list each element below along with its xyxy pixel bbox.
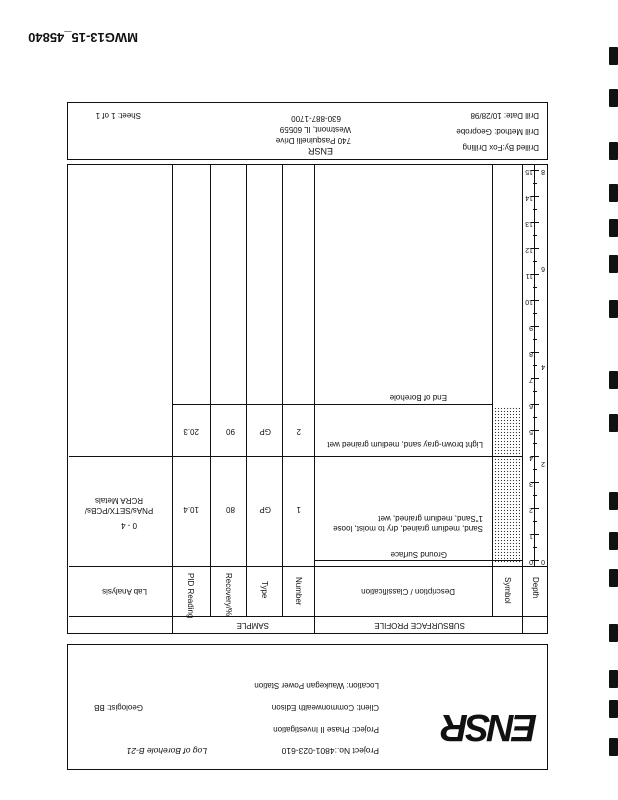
depth-minor-tick (533, 456, 537, 457)
drill-method: Drill Method: Geoprobe (456, 127, 539, 136)
lab-analysis: PNAs/SETX/PCBs/ RCRA Metals (84, 496, 154, 515)
depth-tick-label: 15 (525, 168, 533, 175)
col-type: Type (260, 581, 269, 599)
col-number: Number (294, 577, 303, 606)
depth-minor-tick (533, 222, 537, 223)
depth-tick-label: 11 (525, 272, 533, 279)
depth-minor-tick (533, 235, 537, 236)
group-subsurface: SUBSURFACE PROFILE (374, 621, 465, 630)
group-sample: SAMPLE (236, 621, 269, 630)
depth-minor-tick (533, 261, 537, 262)
footer-box (67, 102, 548, 160)
soil-symbol-sand-2 (494, 407, 521, 455)
depth-major-label: 8 (541, 168, 545, 175)
layer-1-number: 1 (296, 505, 301, 514)
lab-depth: 0 - 4 (120, 521, 137, 530)
depth-tick-label: 5 (529, 428, 533, 435)
depth-minor-tick (533, 417, 537, 418)
depth-tick-label: 2 (529, 506, 533, 513)
depth-tick-label: 4 (529, 454, 533, 461)
layer-2-description: Light brown-gray sand, medium grained wet (327, 440, 483, 449)
address-2: Westmont, IL 60559 (279, 125, 351, 134)
sheet-number: Sheet: 1 of 1 (95, 111, 141, 120)
depth-minor-tick (533, 443, 537, 444)
depth-tick-label: 8 (529, 350, 533, 357)
depth-tick-label: 13 (525, 220, 533, 227)
drill-date: Drill Date: 10/28/98 (470, 111, 539, 120)
depth-minor-tick (533, 378, 537, 379)
col-lab: Lab Analysis (102, 587, 147, 596)
layer-1-recovery: 80 (226, 505, 235, 514)
ground-surface-label: Ground Surface (390, 550, 447, 559)
depth-minor-tick (533, 300, 537, 301)
layer-2-recovery: 90 (226, 427, 235, 436)
depth-tick-label: 9 (529, 324, 533, 331)
depth-minor-tick (533, 326, 537, 327)
ensr-logo (443, 706, 539, 749)
layer-2-number: 2 (296, 427, 301, 436)
depth-major-label: 0 (541, 558, 545, 565)
depth-minor-tick (533, 274, 537, 275)
depth-tick-label: 0 (529, 558, 533, 565)
phone: 630-887-1700 (291, 114, 341, 123)
layer-1-type: GP (259, 505, 271, 514)
depth-tick-label: 10 (525, 298, 533, 305)
depth-minor-tick (533, 196, 537, 197)
depth-minor-tick (533, 495, 537, 496)
depth-minor-tick (533, 365, 537, 366)
depth-minor-tick (533, 391, 537, 392)
depth-tick-label: 7 (529, 376, 533, 383)
soil-symbol-sand (494, 457, 521, 563)
depth-tick-label: 14 (525, 194, 533, 201)
depth-tick-label: 12 (525, 246, 533, 253)
depth-minor-tick (533, 339, 537, 340)
depth-minor-tick (533, 469, 537, 470)
layer-1-pid: 10.4 (183, 505, 199, 514)
col-depth: Depth (531, 577, 540, 599)
project-number: Project No.:4801-023-610 (281, 746, 379, 756)
layer-2-type: GP (259, 427, 271, 436)
depth-minor-tick (533, 404, 537, 405)
depth-minor-tick (533, 534, 537, 535)
depth-major-label: 2 (541, 460, 545, 468)
layer-1-description: Sand, medium grained, dry to moist, loose 1"Sand, medium grained, wet (333, 514, 483, 533)
driller: Drilled By:Fox Drilling (462, 143, 539, 152)
header-box (67, 644, 548, 770)
depth-minor-tick (533, 183, 537, 184)
depth-minor-tick (533, 313, 537, 314)
log-title: Log of Borehole B-21 (126, 746, 207, 756)
depth-minor-tick (533, 430, 537, 431)
depth-tick-label: 3 (529, 480, 533, 487)
location: Location: Waukegan Power Station (254, 681, 379, 690)
depth-minor-tick (533, 352, 537, 353)
depth-minor-tick (533, 209, 537, 210)
depth-major-label: 4 (541, 363, 545, 370)
depth-minor-tick (533, 482, 537, 483)
client: Client: Commonwealth Edison (271, 703, 379, 712)
company: ENSR (307, 146, 333, 156)
col-symbol: Symbol (503, 577, 512, 604)
filing-marks (606, 0, 618, 800)
depth-minor-tick (533, 287, 537, 288)
depth-minor-tick (533, 248, 537, 249)
geologist: Geologist: BB (94, 703, 143, 712)
col-description: Description / Classification (361, 587, 455, 596)
project-name: Project: Phase II Investigation (273, 725, 379, 734)
depth-minor-tick (533, 560, 537, 561)
depth-minor-tick (533, 521, 537, 522)
logo-text: ENSR (443, 706, 537, 748)
depth-tick-label: 1 (529, 532, 533, 539)
depth-major-label: 6 (541, 265, 545, 273)
depth-minor-tick (533, 547, 537, 548)
depth-tick-label: 6 (529, 402, 533, 409)
col-recovery: Recovery/% (224, 573, 233, 617)
document-id: MWG13-15_45840 (28, 30, 138, 45)
layer-2-pid: 20.3 (183, 427, 199, 436)
address-1: 740 Pasquinelli Drive (275, 136, 351, 145)
depth-scale (523, 165, 547, 567)
col-pid: PID Reading (186, 573, 195, 619)
depth-minor-tick (533, 508, 537, 509)
log-table (67, 164, 548, 634)
end-of-borehole: End of Borehole (389, 393, 447, 402)
